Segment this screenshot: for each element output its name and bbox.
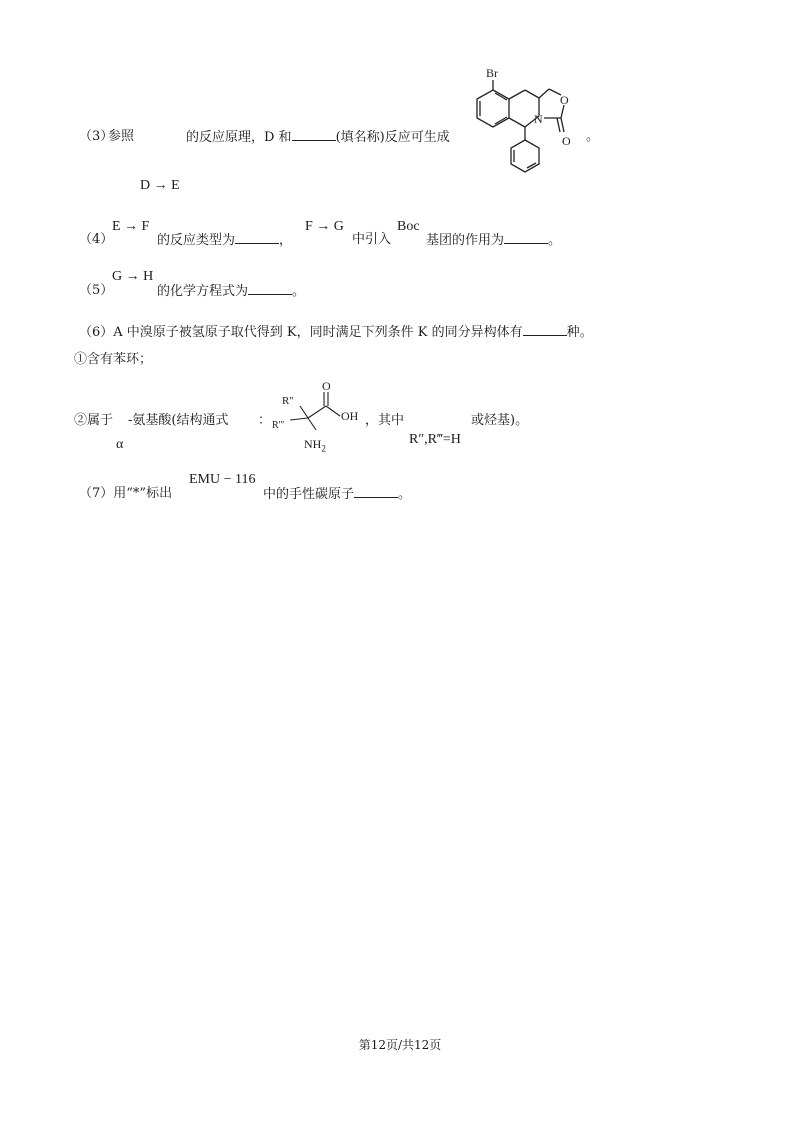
q4-text-introduce: 中引入 xyxy=(352,232,392,247)
q6-condition-1: ①含有苯环； xyxy=(74,352,153,367)
q5-number: （5） xyxy=(79,283,114,298)
q7-text-chiral: 中的手性碳原子 。 xyxy=(263,487,412,502)
atom-br-label: Br xyxy=(486,66,498,80)
q6-r-formula: R″,R‴=H xyxy=(409,432,461,447)
q6-condition-2-where: ，其中 xyxy=(365,413,405,428)
q3-number: （3） xyxy=(79,129,114,144)
q5-answer-blank[interactable] xyxy=(248,283,292,295)
q7-answer-blank[interactable] xyxy=(354,486,398,498)
q3-text-principle: 的反应原理，D 和 (填名称)反应可生成 xyxy=(186,130,450,145)
r-triple-prime-label: R''' xyxy=(272,420,285,431)
q4-answer-blank-1[interactable] xyxy=(235,232,279,244)
q6-condition-2-colon: ： xyxy=(258,413,272,428)
carbonyl-o-label: O xyxy=(322,379,331,393)
q3-reaction-label: D → E xyxy=(140,178,180,193)
q4-text-type: 的反应类型为 ， xyxy=(157,233,293,248)
q7-compound-name: EMU − 116 xyxy=(189,472,256,487)
atom-o-ring-label: O xyxy=(560,93,569,107)
q5-text-equation: 的化学方程式为 。 xyxy=(157,284,306,299)
atom-n-label: N xyxy=(534,112,543,126)
page-footer: 第12页/共12页 xyxy=(358,1038,442,1052)
nh2-text: $NH_2$ xyxy=(304,437,326,454)
q6-condition-2-prefix: ②属于 xyxy=(74,413,114,428)
q5-reaction-gh: G → H xyxy=(112,269,154,284)
q6-question-text: （6）A 中溴原子被氢原子取代得到 K，同时满足下列条件 K 的同分异构体有 种。 xyxy=(79,325,593,340)
q7-text-mark: （7）用“*”标出 xyxy=(79,486,173,501)
oh-label: OH xyxy=(341,409,359,423)
q4-boc-label: Boc xyxy=(397,219,420,234)
q4-answer-blank-2[interactable] xyxy=(504,232,548,244)
q3-answer-blank[interactable] xyxy=(292,129,336,141)
q3-period: 。 xyxy=(586,129,600,144)
q6-condition-2-amino-acid: -氨基酸(结构通式 xyxy=(128,413,229,428)
q4-reaction-ef: E → F xyxy=(112,219,150,234)
q4-reaction-fg: F → G xyxy=(305,219,344,234)
q4-text-function: 基团的作用为 。 xyxy=(426,233,562,248)
q4-number: （4） xyxy=(79,232,114,247)
atom-o-carbonyl-label: O xyxy=(562,134,571,148)
r-double-prime-label: R'' xyxy=(282,395,294,407)
product-structure-image xyxy=(465,60,580,190)
q6-answer-blank[interactable] xyxy=(523,324,567,336)
q6-condition-2-hydrocarbyl: 或烃基)。 xyxy=(471,413,529,428)
q6-alpha-symbol: α xyxy=(116,437,124,452)
q3-text-refer: 参照 xyxy=(108,129,135,144)
